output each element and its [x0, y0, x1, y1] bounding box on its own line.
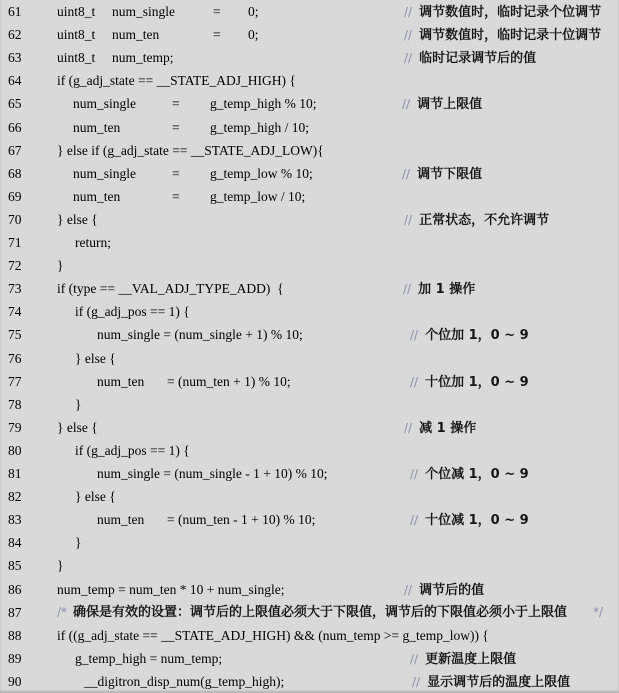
code-line	[0, 601, 619, 624]
code-text: num_single	[73, 165, 136, 181]
code-line	[0, 185, 619, 208]
comment-text: 正常状态，不允许调节	[419, 212, 550, 228]
line-number: 89	[8, 650, 22, 666]
line-comment	[402, 92, 482, 116]
line-number: 83	[8, 512, 22, 528]
line-number: 86	[8, 581, 22, 597]
code-text: } else {	[57, 211, 98, 227]
line-comment	[404, 23, 601, 47]
code-text: =	[213, 4, 221, 19]
code-line	[0, 277, 619, 300]
comment-text: 确保是有效的设置：调节后的上限值必须大于下限值，调节后的下限值必须小于上限值	[73, 604, 568, 620]
code-text: if (g_adj_state == __STATE_ADJ_HIGH) {	[57, 73, 296, 89]
code-line	[0, 46, 619, 69]
line-number: 80	[8, 442, 22, 458]
line-number: 78	[8, 396, 22, 412]
line-comment	[404, 46, 536, 70]
code-line	[0, 0, 619, 23]
line-comment	[403, 277, 475, 301]
code-line	[0, 300, 619, 323]
code-text: } else if (g_adj_state == __STATE_ADJ_LOW){	[57, 142, 324, 158]
code-text: uint8_t	[57, 4, 96, 19]
comment-marker: //	[410, 374, 419, 389]
comment-text: 调节数值时，临时记录个位调节	[419, 5, 602, 20]
code-line	[0, 231, 619, 254]
code-text: g_temp_high / 10;	[210, 119, 309, 135]
line-number: 85	[8, 558, 22, 574]
line-comment	[404, 208, 549, 232]
line-number: 84	[8, 535, 22, 551]
comment-text: 调节上限值	[417, 97, 483, 113]
code-text: num_ten	[112, 27, 160, 43]
code-text: uint8_t	[57, 27, 96, 43]
comment-marker: //	[402, 166, 411, 181]
line-number: 64	[8, 73, 22, 89]
line-number: 62	[8, 27, 22, 43]
code-text: num_temp = num_ten * 10 + num_single;	[57, 581, 285, 597]
line-number: 87	[8, 604, 22, 620]
code-line	[0, 393, 619, 416]
comment-marker: //	[410, 467, 419, 481]
comment-marker: //	[410, 651, 419, 666]
code-text: num_ten	[97, 512, 145, 528]
comment-text: 调节后的值	[419, 582, 485, 598]
code-text: if ((g_adj_state == __STATE_ADJ_HIGH) && (num_temp >= g_temp_low)) {	[57, 627, 489, 643]
code-text: if (g_adj_pos == 1) {	[75, 304, 190, 320]
line-number: 63	[8, 50, 22, 66]
line-number: 61	[8, 4, 22, 19]
line-number: 67	[8, 142, 22, 158]
code-text: } else {	[57, 419, 98, 435]
code-text: g_temp_low / 10;	[210, 188, 306, 204]
line-number: 75	[8, 327, 22, 343]
code-line	[0, 116, 619, 139]
code-text: = (num_ten - 1 + 10) % 10;	[167, 512, 316, 528]
line-number: 76	[8, 350, 22, 366]
code-text: } else {	[75, 489, 116, 505]
code-text: if (g_adj_pos == 1) {	[75, 442, 190, 458]
code-line	[0, 554, 619, 577]
code-text: 0;	[248, 4, 259, 19]
comment-marker: //	[404, 51, 413, 66]
code-text: num_ten	[97, 373, 145, 389]
comment-text: 十位加 1，0 ~ 9	[425, 374, 529, 390]
line-number: 74	[8, 304, 22, 320]
code-line	[0, 208, 619, 231]
line-number: 82	[8, 489, 22, 505]
line-number: 79	[8, 419, 22, 435]
line-number: 81	[8, 466, 22, 481]
code-text: g_temp_high = num_temp;	[75, 650, 223, 666]
comment-marker: //	[404, 420, 413, 435]
code-text: } else {	[75, 350, 116, 366]
code-text: =	[172, 165, 180, 181]
code-line	[0, 508, 619, 531]
code-text: }	[75, 535, 82, 551]
line-comment	[410, 462, 529, 486]
code-text: num_single = (num_single + 1) % 10;	[97, 327, 303, 343]
line-number: 77	[8, 373, 22, 389]
line-comment	[410, 508, 529, 532]
comment-text: 减 1 操作	[419, 420, 477, 436]
line-number: 88	[8, 627, 22, 643]
code-text: __digitron_disp_num(g_temp_high);	[84, 673, 285, 689]
line-comment	[404, 416, 476, 440]
code-text: }	[57, 558, 64, 574]
code-line	[0, 347, 619, 370]
code-line	[0, 323, 619, 346]
comment-marker: //	[403, 282, 412, 297]
code-text: return;	[75, 235, 111, 250]
comment-marker: //	[404, 582, 413, 597]
code-text: g_temp_high % 10;	[210, 96, 317, 112]
comment-marker: //	[410, 513, 419, 528]
code-text: num_single	[73, 96, 136, 112]
code-text: }	[75, 396, 82, 412]
comment-text: 显示调节后的温度上限值	[427, 674, 571, 690]
line-number: 72	[8, 258, 22, 274]
code-line	[0, 462, 619, 485]
comment-delimiter: */	[593, 604, 604, 619]
code-line	[0, 439, 619, 462]
line-number: 69	[8, 188, 22, 204]
code-line	[0, 624, 619, 647]
code-text: g_temp_low % 10;	[210, 165, 313, 181]
line-number: 71	[8, 235, 22, 250]
code-text: num_ten	[73, 188, 121, 204]
code-line	[0, 139, 619, 162]
comment-marker: //	[404, 5, 413, 19]
line-comment	[410, 370, 529, 394]
comment-text: 个位减 1，0 ~ 9	[425, 467, 529, 482]
code-line	[0, 578, 619, 601]
line-number: 70	[8, 211, 22, 227]
code-text: num_ten	[73, 119, 121, 135]
code-text: = (num_ten + 1) % 10;	[167, 373, 291, 389]
code-line	[0, 69, 619, 92]
line-number: 90	[8, 673, 22, 689]
code-text: num_single = (num_single - 1 + 10) % 10;	[97, 466, 328, 481]
comment-marker: //	[404, 28, 413, 43]
code-line	[0, 485, 619, 508]
code-text: =	[172, 119, 180, 135]
comment-text: 加 1 操作	[418, 282, 476, 298]
code-text: if (type == __VAL_ADJ_TYPE_ADD) {	[57, 281, 284, 297]
code-line	[0, 92, 619, 115]
comment-text: 个位加 1，0 ~ 9	[425, 328, 529, 344]
comment-marker: //	[402, 97, 411, 112]
comment-text: 更新温度上限值	[425, 651, 517, 667]
code-line	[0, 670, 619, 693]
code-text: =	[172, 188, 180, 204]
line-comment	[404, 578, 484, 602]
comment-marker: //	[404, 212, 413, 227]
line-number: 66	[8, 119, 22, 135]
code-line	[0, 254, 619, 277]
code-line	[0, 162, 619, 185]
code-text: }	[57, 258, 64, 274]
line-comment	[410, 323, 529, 347]
line-number: 73	[8, 281, 22, 297]
code-text: num_single	[112, 4, 175, 19]
line-comment	[404, 0, 601, 24]
code-text: =	[213, 27, 221, 43]
code-text: num_temp;	[112, 50, 174, 66]
code-text: uint8_t	[57, 50, 96, 66]
code-text: 0;	[248, 27, 259, 43]
line-comment	[402, 162, 482, 186]
code-line	[0, 647, 619, 670]
line-number: 65	[8, 96, 22, 112]
line-number: 68	[8, 165, 22, 181]
comment-marker: //	[412, 674, 421, 689]
code-line	[0, 531, 619, 554]
code-text: =	[172, 96, 180, 112]
comment-marker: //	[410, 328, 419, 343]
code-line	[0, 23, 619, 46]
comment-delimiter: /*	[57, 604, 68, 619]
code-line	[0, 370, 619, 393]
comment-text: 十位减 1，0 ~ 9	[425, 513, 529, 529]
code-line	[0, 416, 619, 439]
comment-text: 调节数值时，临时记录十位调节	[419, 28, 602, 44]
comment-text: 临时记录调节后的值	[419, 51, 537, 67]
line-comment	[410, 647, 516, 671]
line-comment	[412, 670, 570, 693]
comment-text: 调节下限值	[417, 166, 483, 182]
